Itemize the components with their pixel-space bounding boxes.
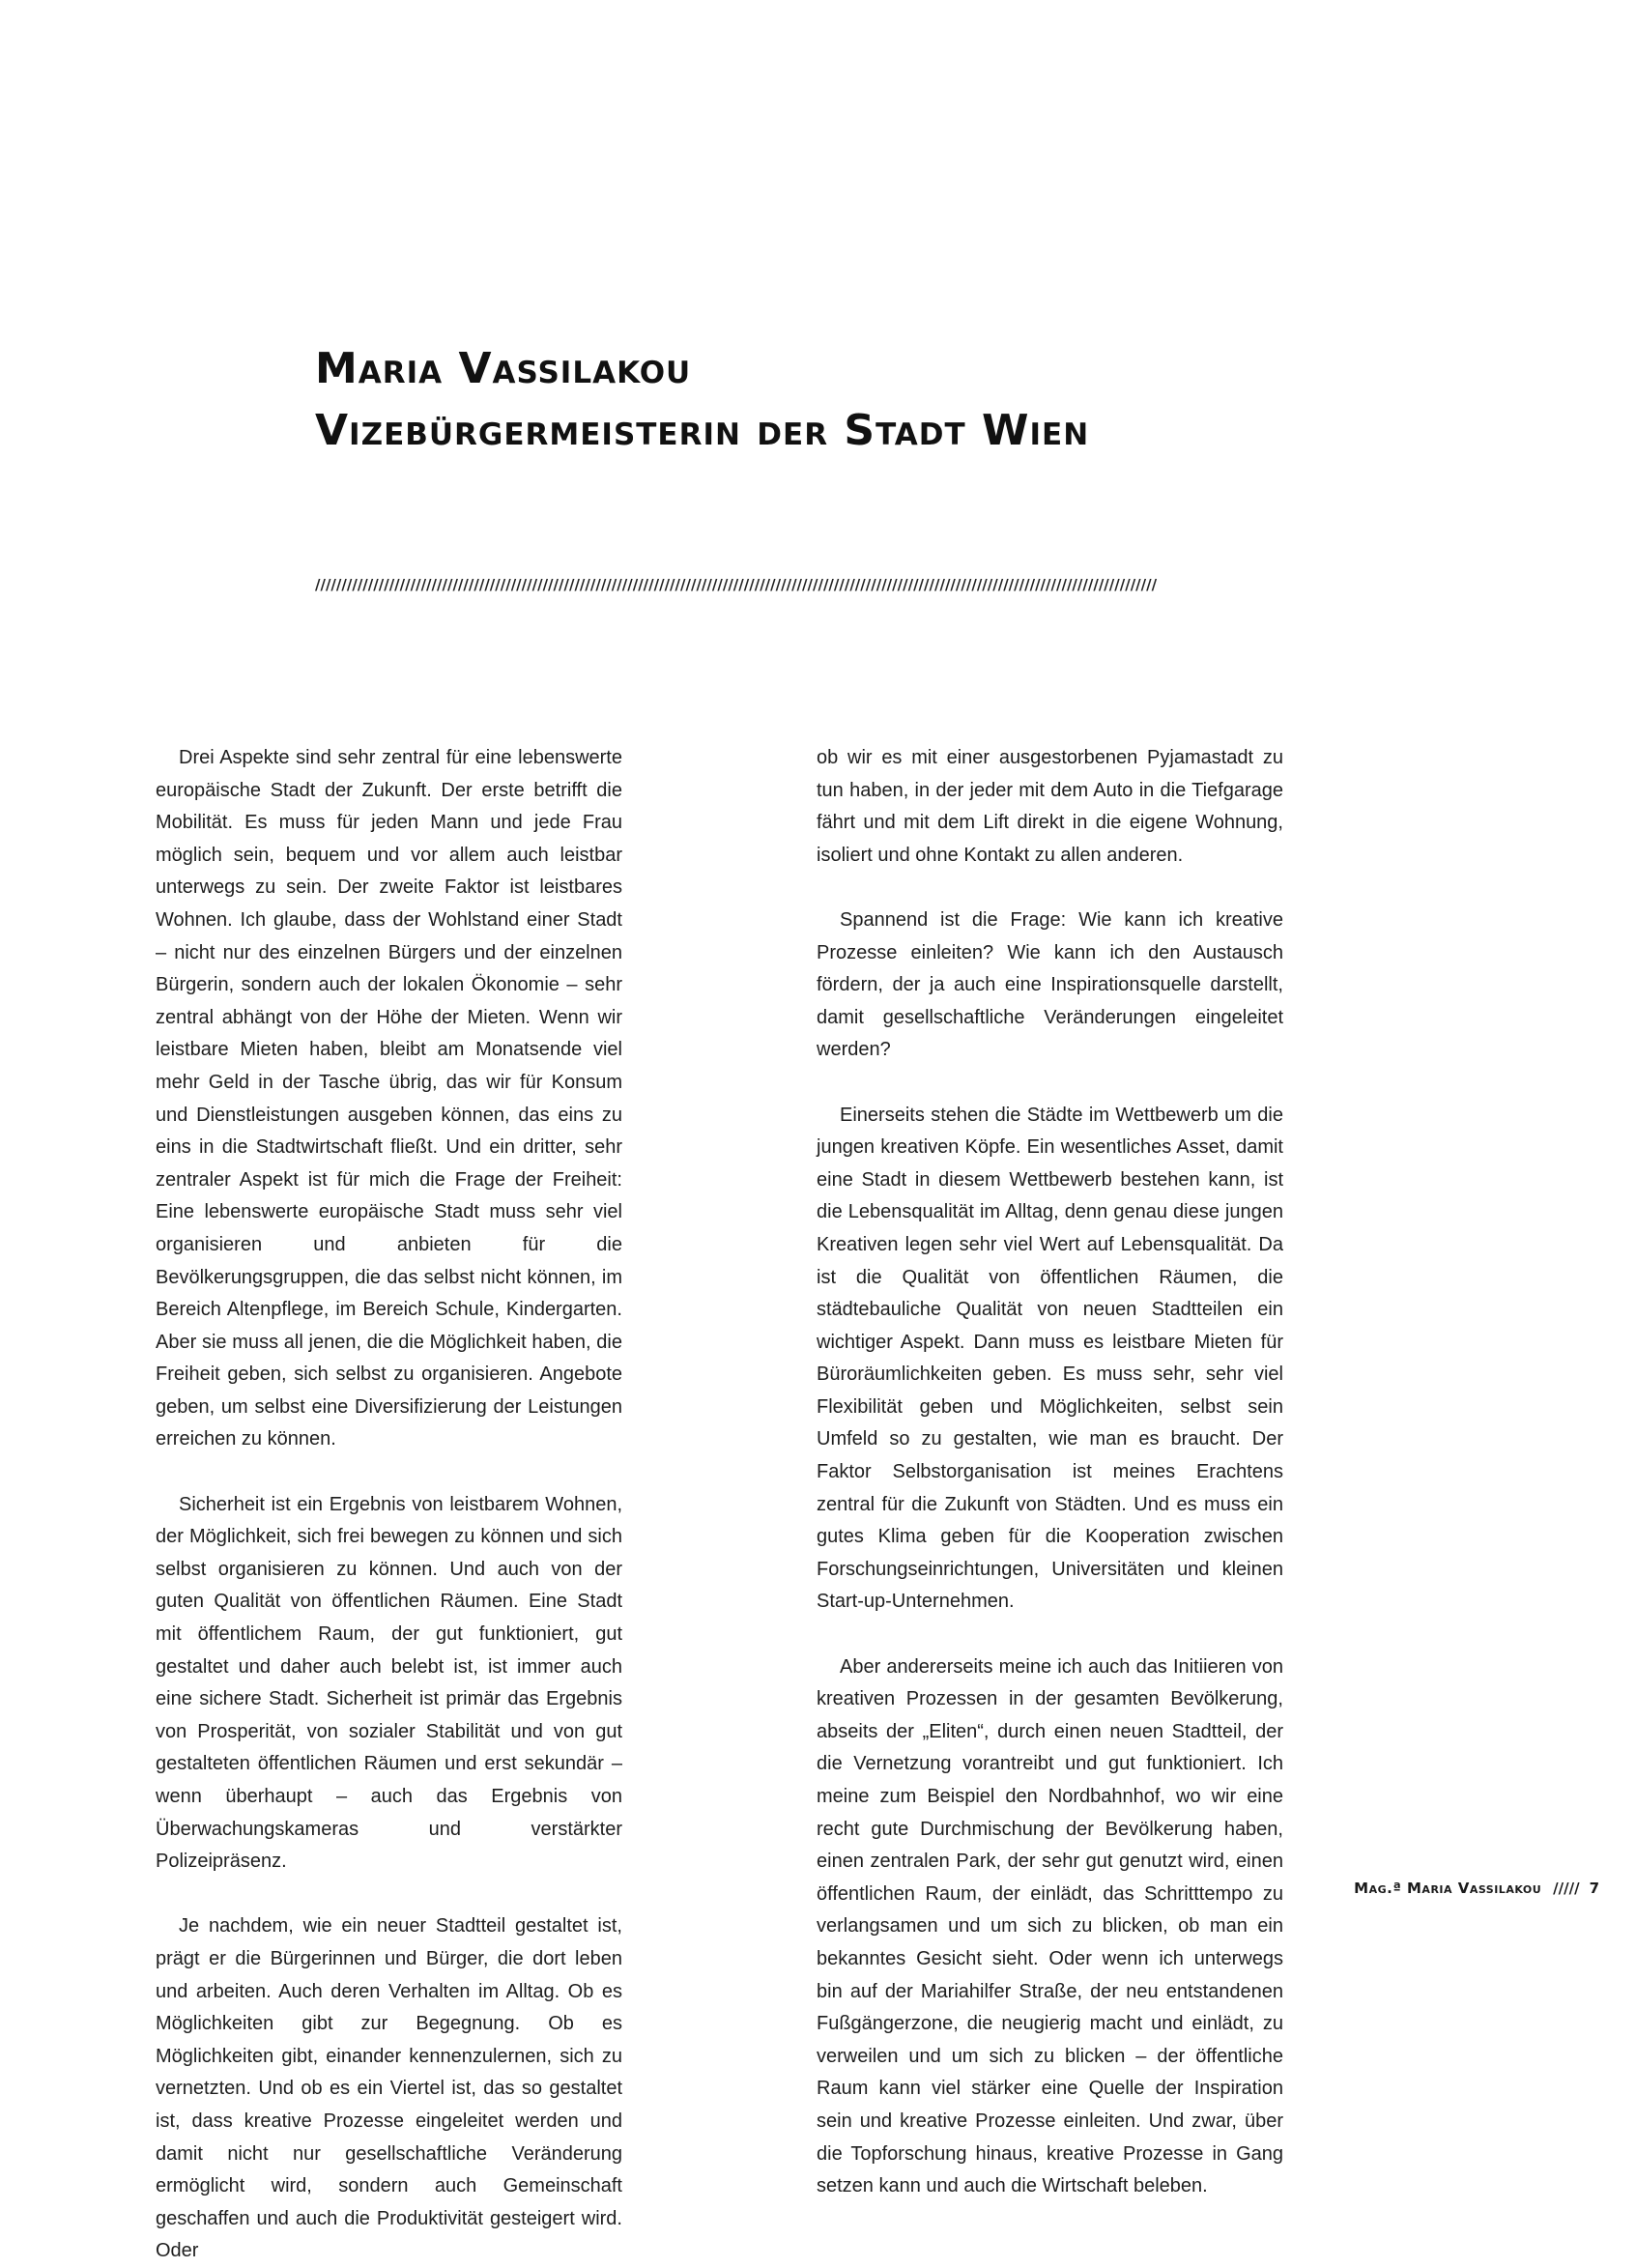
- page-footer: [1354, 1880, 1599, 1897]
- title-role: Vizebürgermeisterin der Stadt Wien: [315, 406, 1090, 455]
- page-title: [315, 338, 1378, 462]
- footer-separator: /////: [1553, 1880, 1580, 1897]
- footer-author: Mag.ª Maria Vassilakou: [1354, 1880, 1542, 1897]
- page-number: 7: [1589, 1880, 1599, 1897]
- paragraph-continued: ob wir es mit einer ausgestorbenen Pyjamastadt zu tun haben, in der jeder mit dem Auto in die Tiefgarage fährt und mit dem Lift direkt in die eigene Wohnung, isoliert und ohne Kontakt zu allen anderen.: [817, 747, 1283, 866]
- text-column-right: [817, 742, 1283, 2203]
- slash-divider: ///////////////////////////////////////////////////////////////////////////////////////////////////////////////////////////////////////////////////////////////: [315, 576, 1158, 593]
- title-name: Maria Vassilakou: [315, 344, 692, 393]
- paragraph: Einerseits stehen die Städte im Wettbewerb um die jungen kreativen Köpfe. Ein wesentliches Asset, damit eine Stadt in diesem Wettbewerb bestehen kann, ist die Lebensqualität im Alltag, denn genau diese jungen Kreativen legen sehr viel Wert auf Lebensqualität. Da ist die Qualität von öffentlichen Räumen, die städtebauliche Qualität von neuen Stadtteilen ein wichtiger Aspekt. Dann muss es leistbare Mieten für Büroräumlichkeiten geben. Es muss sehr, sehr viel Flexibilität geben und Möglichkeiten, selbst sein Umfeld so zu gestalten, wie man es braucht. Der Faktor Selbstorganisation ist meines Erachtens zentral für die Zukunft von Städten. Und es muss ein gutes Klima geben für die Kooperation zwischen Forschungseinrichtungen, Universitäten und kleinen Start-up-Unternehmen.: [817, 1104, 1283, 1613]
- paragraph: Je nachdem, wie ein neuer Stadtteil gestaltet ist, prägt er die Bürgerinnen und Bürger, die dort leben und arbeiten. Auch deren Verhalten im Alltag. Ob es Möglichkeiten gibt zur Begegnung. Ob es Möglichkeiten gibt, einander kennenzulernen, sich zu vernetzten. Und ob es ein Viertel ist, das so gestaltet ist, dass kreative Prozesse eingeleitet werden und damit nicht nur gesellschaftliche Veränderung ermöglicht wird, sondern auch Gemeinschaft geschaffen und auch die Produktivität gesteigert wird. Oder: [156, 1915, 622, 2262]
- paragraph: Drei Aspekte sind sehr zentral für eine lebenswerte europäische Stadt der Zukunft. Der erste betrifft die Mobilität. Es muss für jeden Mann und jede Frau möglich sein, bequem und vor allem auch leistbar unterwegs zu sein. Der zweite Faktor ist leistbares Wohnen. Ich glaube, dass der Wohlstand einer Stadt – nicht nur des einzelnen Bürgers und der einzelnen Bürgerin, sondern auch der lokalen Ökonomie – sehr zentral abhängt von der Höhe der Mieten. Wenn wir leistbare Mieten haben, bleibt am Monatsende viel mehr Geld in der Tasche übrig, das wir für Konsum und Dienstleistungen ausgeben können, das eins zu eins in die Stadtwirtschaft fließt. Und ein dritter, sehr zentraler Aspekt ist für mich die Frage der Freiheit: Eine lebenswerte europäische Stadt muss sehr viel organisieren und anbieten für die Bevölkerungsgruppen, die das selbst nicht können, im Bereich Altenpflege, im Bereich Schule, Kindergarten. Aber sie muss all jenen, die die Möglichkeit haben, die Freiheit geben, sich selbst zu organisieren. Angebote geben, um selbst eine Diversifizierung der Leistungen erreichen zu können.: [156, 747, 622, 1450]
- paragraph: Aber andererseits meine ich auch das Initiieren von kreativen Prozessen in der gesamten Bevölkerung, abseits der „Eliten“, durch einen neuen Stadtteil, der die Vernetzung vorantreibt und gut funktioniert. Ich meine zum Beispiel den Nordbahnhof, wo wir eine recht gute Durchmischung der Bevölkerung haben, einen zentralen Park, der sehr gut genutzt wird, einen öffentlichen Raum, der einlädt, das Schritttempo zu verlangsamen und um sich zu blicken, ob man ein bekanntes Gesicht sieht. Oder wenn ich unterwegs bin auf der Mariahilfer Straße, der neu entstandenen Fußgängerzone, die neugierig macht und einlädt, zu verweilen und um sich zu blicken – der öffentliche Raum kann viel stärker eine Quelle der Inspiration sein und kreative Prozesse einleiten. Und zwar, über die Topforschung hinaus, kreative Prozesse in Gang setzen kann und auch die Wirtschaft beleben.: [817, 1655, 1283, 2197]
- paragraph: Sicherheit ist ein Ergebnis von leistbarem Wohnen, der Möglichkeit, sich frei bewegen zu können und sich selbst organisieren zu können. Und auch von der guten Qualität von öffentlichen Räumen. Eine Stadt mit öffentlichem Raum, der gut funktioniert, gut gestaltet und daher auch belebt ist, ist immer auch eine sichere Stadt. Sicherheit ist primär das Ergebnis von Prosperität, von sozialer Stabilität und von gut gestalteten öffentlichen Räumen und erst sekundär – wenn überhaupt – auch das Ergebnis von Überwachungskameras und verstärkter Polizeipräsenz.: [156, 1493, 622, 1873]
- text-column-left: [156, 742, 622, 2268]
- paragraph: Spannend ist die Frage: Wie kann ich kreative Prozesse einleiten? Wie kann ich den Austausch fördern, der ja auch eine Inspirationsquelle darstellt, damit gesellschaftliche Veränderungen eingeleitet werden?: [817, 908, 1283, 1061]
